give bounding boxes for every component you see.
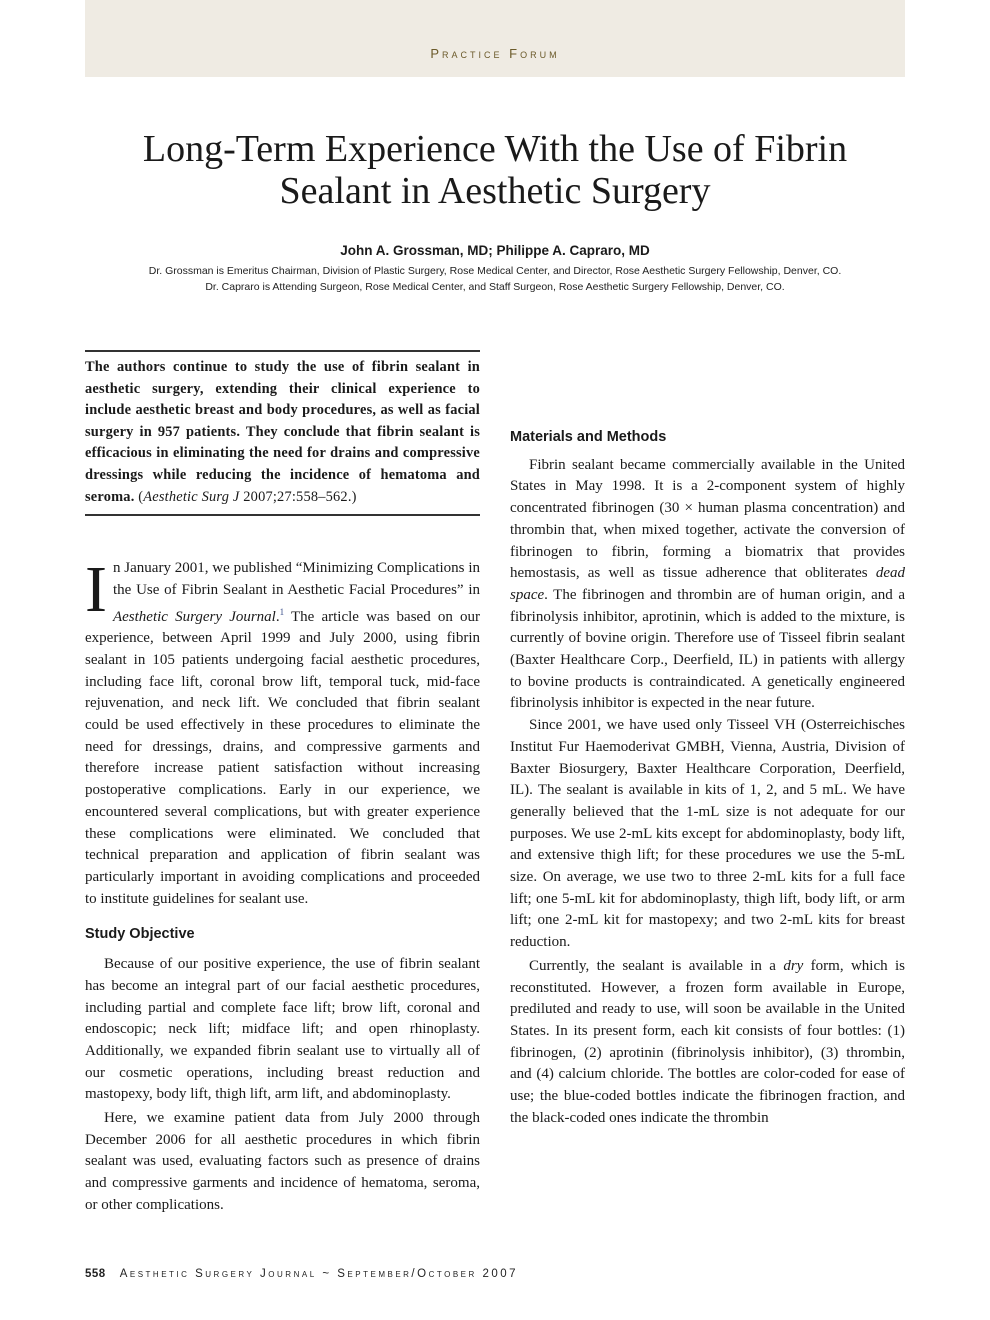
body-paragraph (510, 956, 905, 1130)
article-title: Long-Term Experience With the Use of Fibrin Sealant in Aesthetic Surgery (142, 128, 848, 212)
materials-p1-em: dead space (510, 565, 905, 603)
body-paragraph: Since 2001, we have used only Tisseel VH (Osterreichisches Institut Fur Haemoderivat GMBH, Vienna, Austria, Division of Baxter Biosurgery, Baxter Healthcare Corporation, Deerfield, IL). The sealant is available in kits of 1, 2, and 5 mL. We have generally believed that the 1-mL size is not adequate for our purposes. We use 2-mL kits except for abdominoplasty, body lift, and extensive thigh lift; for these procedures we use the 5-mL size. On average, we use two to three 2-mL kits for a full face lift; one 5-mL kit for abdominoplasty, thigh lift, body lift, or arm lift; one 2-mL kit for mastopexy; and two 2-mL kits for breast reduction. (510, 717, 905, 951)
citation-open: ( (134, 488, 144, 505)
section-heading-materials: Materials and Methods (510, 429, 667, 445)
author-affiliation: Dr. Grossman is Emeritus Chairman, Division of Plastic Surgery, Rose Medical Center, and Director, Rose Aesthetic Surgery Fellowship, Denver, CO. (148, 265, 842, 277)
intro-rest: The article was based on our experience, between April 1999 and July 2000, using fibrin sealant in 105 patients undergoing facial aesthetic procedures, including face lift, coronal brow lift, temporal tuck, mid-face rejuvenation, and neck lift. We concluded that fibrin sealant could be used effectively in these procedures to eliminate the need for dressings, drains, and compressive garments and therefore increase patient satisfaction without increasing postoperative complications. Early in our experience, we encountered several complications, but with greater experience these complications were eliminated. We concluded that technical preparation and application of fibrin sealant was particularly important in avoiding complications and proceeded to institute guidelines for sealant use. (85, 608, 480, 907)
author-affiliation: Dr. Capraro is Attending Surgeon, Rose Medical Center, and Staff Surgeon, Rose Aesthetic Surgery Fellowship, Denver, CO. (205, 281, 785, 293)
citation-rest: 2007;27:558–562.) (239, 488, 357, 505)
materials-p3-a: Currently, the sealant is available in a (529, 957, 784, 974)
materials-p1-b: . The fibrinogen and thrombin are of human origin, and a fibrinolysis inhibitor, aprotinin, which is added to the mixture, is currently of bovine origin. Therefore use of Tisseel fibrin sealant (Baxter Healthcare Corp., Deerfield, IL) in patients with allergy to bovine products is contraindicated. A genetically engineered fibrinolysis inhibitor is expected in the near future. (510, 586, 905, 712)
article-authors: John A. Grossman, MD; Philippe A. Capraro, MD (340, 243, 650, 258)
page-number: 558 (85, 1268, 106, 1280)
left-column (85, 350, 480, 1217)
body-paragraph: Because of our positive experience, the use of fibrin sealant has become an integral part of our facial aesthetic procedures, including partial and complete face lift; brow lift, coronal and endoscopic; neck lift; midface lift; and open rhinoplasty. Additionally, we expanded fibrin sealant use to virtually all of our cosmetic operations, including breast reduction and mastopexy, body lift, thigh lift, arm lift, and abdominoplasty. (85, 956, 480, 1103)
body-paragraph: Here, we examine patient data from July 2000 through December 2006 for all aesthetic procedures in which fibrin sealant was used, evaluating factors such as presence of drains and compressive garments and incidence of hematoma, seroma, or other complications. (85, 1110, 480, 1213)
section-header-band (85, 0, 905, 77)
citation-journal: Aesthetic Surg J (143, 488, 240, 505)
right-column (510, 350, 905, 1130)
intro-period: . (275, 608, 280, 625)
reference-marker[interactable]: 1 (279, 606, 285, 617)
footer-journal: Aesthetic Surgery Journal ~ September/October 2007 (119, 1268, 519, 1280)
page-footer (85, 1268, 518, 1280)
abstract (85, 350, 480, 516)
materials-p1-a: Fibrin sealant became commercially available in the United States in May 1998. It is a 2-component system of highly concentrated fibrinogen (30 × human plasma concentration) and thrombin that, when mixed together, activate the conversion of fibrinogen to fibrin, forming a biomatrix that provides hemostasis, as well as tissue adherence that obliterates (510, 456, 905, 582)
section-label: Practice Forum (430, 46, 560, 61)
materials-p3-em: dry (783, 957, 804, 974)
intro-lead: n January 2001, we published “Minimizing Complications in the Use of Fibrin Sealant in Aesthetic Facial Procedures” in (112, 560, 480, 598)
drop-cap: I (85, 553, 107, 627)
materials-p3-b: form, which is reconstituted. However, a frozen form available in Europe, prediluted and ready to use, will soon be available in the United States. In its present form, each kit consists of four bottles: (1) fibrinogen, (2) aprotinin (fibrinolysis inhibitor), (3) thrombin, and (4) calcium chloride. The bottles are color-coded for ease of use; the blue-coded bottles indicate the fibrinogen fraction, and the black-coded ones indicate the thrombin (510, 957, 905, 1126)
intro-paragraph (85, 553, 480, 910)
abstract-text: The authors continue to study the use of fibrin sealant in aesthetic surgery, extending their clinical experience to include aesthetic breast and body procedures, as well as facial surgery in 957 patients. They conclude that fibrin sealant is efficacious in eliminating the need for drains and compressive dressings while reducing the incidence of hematoma and seroma. (85, 359, 480, 505)
body-paragraph (510, 455, 905, 715)
section-heading-study-objective: Study Objective (85, 926, 195, 943)
intro-journal: Aesthetic Surgery Journal (112, 608, 276, 625)
